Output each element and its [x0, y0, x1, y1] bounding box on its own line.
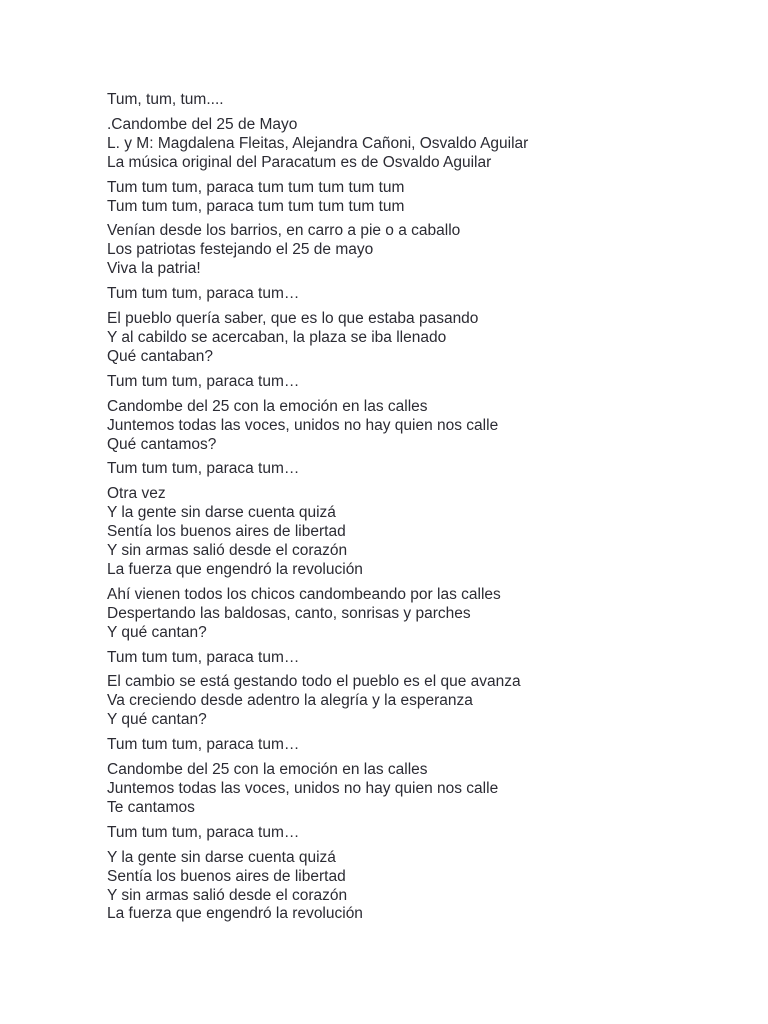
stanza: [107, 222, 727, 279]
lyric-line: .Candombe del 25 de Mayo: [107, 115, 298, 133]
lyric-line: Tum tum tum, paraca tum…: [107, 736, 300, 754]
lyric-line: Y sin armas salió desde el corazón: [107, 886, 348, 904]
lyric-line: Y qué cantan?: [107, 623, 207, 641]
lyric-line: Otra vez: [107, 485, 166, 503]
lyric-line: Qué cantamos?: [107, 435, 217, 453]
lyric-line: Tum tum tum, paraca tum tum tum tum tum: [107, 178, 405, 196]
lyric-line: Tum tum tum, paraca tum…: [107, 648, 300, 666]
stanza: [107, 485, 727, 580]
lyric-line: La fuerza que engendró la revolución: [107, 560, 363, 578]
lyric-line: La fuerza que engendró la revolución: [107, 905, 363, 923]
lyric-line: Va creciendo desde adentro la alegría y la esperanza: [107, 692, 473, 710]
stanza: [107, 179, 727, 217]
lyric-line: Tum tum tum, paraca tum…: [107, 372, 300, 390]
lyric-line: Te cantamos: [107, 798, 195, 816]
lyric-line: La música original del Paracatum es de Osvaldo Aguilar: [107, 153, 492, 171]
lyric-line: Los patriotas festejando el 25 de mayo: [107, 241, 374, 259]
stanza: [107, 285, 727, 304]
lyric-line: Qué cantaban?: [107, 347, 214, 365]
stanza: [107, 91, 727, 110]
lyric-line: Candombe del 25 con la emoción en las calles: [107, 761, 428, 779]
stanza: [107, 673, 727, 730]
lyric-line: Juntemos todas las voces, unidos no hay quien nos calle: [107, 780, 499, 797]
lyric-line: L. y M: Magdalena Fleitas, Alejandra Cañoni, Osvaldo Aguilar: [107, 134, 529, 152]
stanza: [107, 310, 727, 367]
lyric-line: Y la gente sin darse cuenta quizá: [107, 848, 336, 866]
stanza: [107, 373, 727, 392]
lyric-line: Y qué cantan?: [107, 711, 207, 729]
lyric-line: Y la gente sin darse cuenta quizá: [107, 504, 336, 522]
lyric-line: Tum tum tum, paraca tum…: [107, 285, 300, 303]
lyric-line: Candombe del 25 con la emoción en las calles: [107, 397, 428, 415]
lyrics-body: [107, 91, 727, 930]
lyric-line: Venían desde los barrios, en carro a pie o a caballo: [107, 222, 461, 240]
stanza: [107, 116, 727, 173]
lyric-line: Tum tum tum, paraca tum…: [107, 460, 300, 478]
lyric-line: Tum tum tum, paraca tum tum tum tum tum: [107, 197, 405, 215]
stanza: [107, 849, 727, 925]
lyric-line: El cambio se está gestando todo el pueblo es el que avanza: [107, 673, 521, 691]
lyric-line: Viva la patria!: [107, 260, 201, 278]
lyric-line: Y al cabildo se acercaban, la plaza se iba llenado: [107, 328, 447, 346]
stanza: [107, 761, 727, 818]
stanza: [107, 736, 727, 755]
lyric-line: Despertando las baldosas, canto, sonrisas y parches: [107, 604, 471, 622]
lyric-line: Juntemos todas las voces, unidos no hay quien nos calle: [107, 416, 499, 434]
lyric-line: Tum, tum, tum....: [107, 91, 224, 108]
lyric-line: Y sin armas salió desde el corazón: [107, 542, 348, 560]
stanza: [107, 398, 727, 455]
lyric-line: El pueblo quería saber, que es lo que estaba pasando: [107, 310, 479, 328]
lyric-line: Tum tum tum, paraca tum…: [107, 823, 300, 841]
lyric-line: Sentía los buenos aires de libertad: [107, 867, 346, 885]
stanza: [107, 824, 727, 843]
lyric-line: Ahí vienen todos los chicos candombeando por las calles: [107, 585, 501, 603]
lyric-line: Sentía los buenos aires de libertad: [107, 523, 346, 541]
stanza: [107, 586, 727, 643]
stanza: [107, 460, 727, 479]
stanza: [107, 649, 727, 668]
